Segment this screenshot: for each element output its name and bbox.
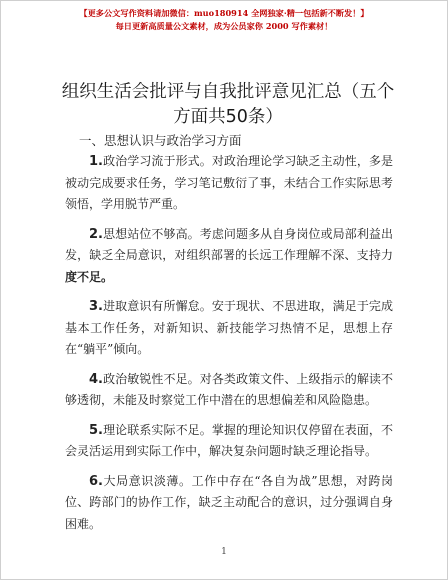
list-item [65, 369, 393, 412]
list-item [65, 151, 393, 216]
item-number: 5. [89, 422, 103, 438]
item-number: 4. [89, 371, 103, 387]
item-text-bold-tail: 度不足。 [65, 269, 114, 284]
document-title: 组织生活会批评与自我批评意见汇总（五个方面共50条） [61, 82, 395, 127]
item-number: 1. [89, 154, 103, 169]
item-number: 3. [89, 299, 103, 314]
item-text: 政治敏锐性不足。对各类政策文件、上级指示的解读不够透彻，未能及时察觉工作中潜在的思想偏差和风险隐患。 [65, 371, 393, 407]
promo-banner-line-2: 每日更新高质量公文素材，成为公员家你 2000 写作素材！ [115, 21, 333, 31]
list-item [65, 471, 393, 536]
list-item [65, 420, 393, 463]
item-list [65, 151, 393, 543]
item-text: 进取意识有所懈怠。安于现状、不思进取，满足于完成基本工作任务，对新知识、新技能学习热情不足，思想上存在“躺平”倾向。 [65, 299, 393, 356]
item-text: 政治学习流于形式。对政治理论学习缺乏主动性，多是被动完成要求任务，学习笔记敷衍了事，未结合工作实际思考领悟，学用脱节严重。 [65, 154, 393, 211]
item-text: 大局意识淡薄。工作中存在“各自为战”思想，对跨岗位、跨部门的协作工作，缺乏主动配合的意识，过分强调自身困难。 [65, 473, 393, 531]
item-number: 6. [89, 473, 103, 489]
promo-banner [1, 7, 447, 33]
section-heading: 一、思想认识与政治学习方面 [79, 133, 242, 148]
promo-banner-line-1: 【更多公文写作资料请加微信：muo180914 全网独家·精一包括新不断发！】 [79, 8, 369, 18]
item-number: 2. [89, 226, 103, 242]
list-item [65, 296, 393, 361]
item-text: 思想站位不够高。考虑问题多从自身岗位或局部利益出发，缺乏全局意识，对组织部署的长远工作理解不深、支持力 [65, 226, 393, 262]
page-number: 1 [221, 547, 227, 557]
item-text: 理论联系实际不足。掌握的理论知识仅停留在表面，不会灵活运用到实际工作中，解决复杂问题时缺乏理论指导。 [65, 422, 393, 458]
list-item [65, 224, 393, 289]
